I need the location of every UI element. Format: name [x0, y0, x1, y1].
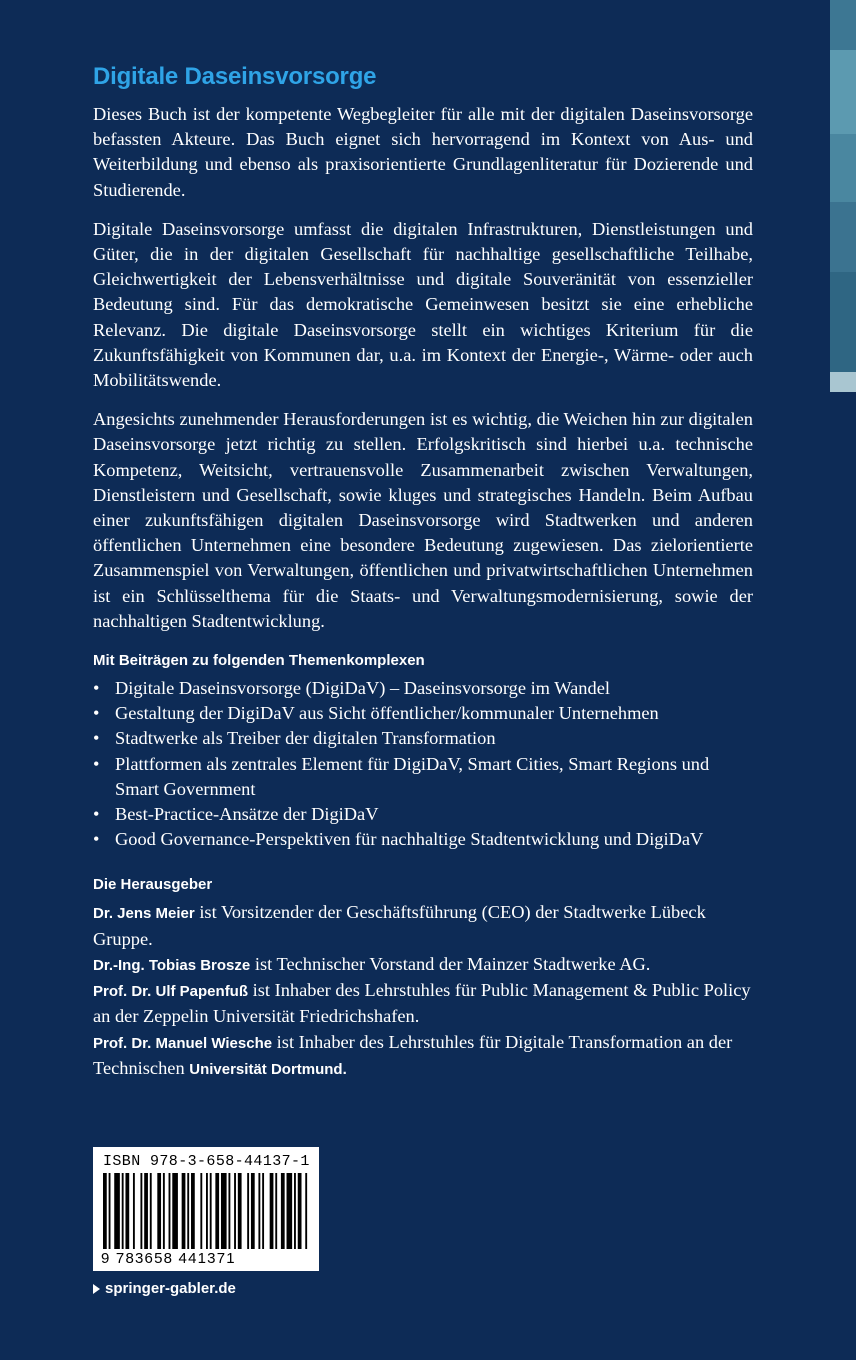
edge-color-strip: [830, 372, 856, 392]
barcode-bar: [234, 1173, 236, 1249]
edge-color-strip: [830, 50, 856, 134]
barcode-bar: [275, 1173, 277, 1249]
barcode-bar: [270, 1173, 274, 1249]
editor-bio: ist Technischer Vorstand der Mainzer Stadtwerke AG.: [250, 953, 651, 974]
barcode-bar: [262, 1173, 264, 1249]
barcode-bar: [133, 1173, 135, 1249]
barcode-bar: [294, 1173, 296, 1249]
barcode-bar: [114, 1173, 120, 1249]
barcode-bar: [305, 1173, 307, 1249]
barcode-bar: [182, 1173, 186, 1249]
barcode-bar: [238, 1173, 242, 1249]
barcode-bar: [157, 1173, 161, 1249]
edge-color-strip: [830, 134, 856, 202]
editor-entry: [93, 900, 753, 951]
description-paragraph: Angesichts zunehmender Herausforderungen ist es wichtig, die Weichen hin zur digitalen Daseinsvorsorge jetzt richtig zu stellen. Erfolgskritisch sind hierbei u.a. technische Kompetenz, Weitsicht, vertrauensvolle Zusammenarbeit zwischen Verwaltungen, Dienstleistern und Gesellschaft, sowie kluges und strategisches Handeln. Beim Aufbau einer zukunftsfähigen digitalen Daseinsvorsorge wird Stadtwerken und anderen öffentlichen Unternehmen eine besondere Bedeutung zugewiesen. Das zielorientierte Zusammenspiel von Verwaltungen, öffentlichen und privatwirtschaftlichen Unternehmen ist ein Schlüsselthema für die Staats- und Verwaltungsmodernisierung, sowie der nachhaltigen Stadtentwicklung.: [93, 409, 753, 631]
editors-heading: Die Herausgeber: [93, 876, 213, 894]
topics-heading: Mit Beiträgen zu folgenden Themenkomplexen: [93, 652, 425, 670]
edge-color-strip: [830, 202, 856, 272]
website-link[interactable]: [93, 1280, 236, 1297]
cover-text: [93, 62, 753, 1082]
book-title: Digitale Daseinsvorsorge: [93, 63, 377, 90]
barcode-bar: [109, 1173, 111, 1249]
barcode-bar: [210, 1173, 212, 1249]
barcode-bar: [206, 1173, 208, 1249]
barcode-bar: [125, 1173, 129, 1249]
list-item: • Best-Practice-Ansätze der DigiDaV: [93, 802, 753, 827]
barcode-bar: [140, 1173, 142, 1249]
barcode-bar: [191, 1173, 195, 1249]
barcode-bar: [200, 1173, 202, 1249]
barcode-bar: [247, 1173, 249, 1249]
isbn-barcode: [93, 1147, 319, 1271]
barcode-bar: [172, 1173, 178, 1249]
barcode-bar: [122, 1173, 124, 1249]
topics-list: [93, 676, 753, 852]
list-item: • Plattformen als zentrales Element für DigiDaV, Smart Cities, Smart Regions und Smart Government: [93, 752, 753, 802]
edge-color-strip: [830, 0, 856, 50]
barcode-bar: [251, 1173, 255, 1249]
editor-entry: [93, 952, 753, 978]
barcode-bars: [103, 1173, 309, 1249]
editor-entry: [93, 978, 753, 1029]
editor-name: Prof. Dr. Manuel Wiesche: [93, 1034, 273, 1052]
description-paragraph: Digitale Daseinsvorsorge umfasst die digitalen Infrastrukturen, Dienstleistungen und Güter, die in der digitalen Gesellschaft für nachhaltige gesellschaftliche Teilhabe, Gleichwertigkeit der Lebensverhältnisse und digitale Souveränität von essenzieller Bedeutung sind. Für das demokratische Gemeinwesen besitzt sie eine erhebliche Relevanz. Die digitale Daseinsvorsorge stellt ein wichtiges Kriterium für die Zukunftsfähigkeit von Kommunen dar, u.a. im Kontext der Energie-, Wärme- oder auch Mobilitätswende.: [93, 218, 753, 391]
barcode-bar: [221, 1173, 227, 1249]
barcode-bar: [298, 1173, 302, 1249]
editor-bio: ist Inhaber des Lehrstuhles für Digitale Transformation an der Technischen: [93, 1031, 733, 1078]
editor-bio: ist Vorsitzender der Geschäftsführung (CEO) der Stadtwerke Lübeck Gruppe.: [93, 902, 706, 949]
barcode-bar: [287, 1173, 293, 1249]
barcode-bar: [281, 1173, 285, 1249]
arrow-right-icon: [93, 1284, 100, 1294]
editor-name: Prof. Dr. Ulf Papenfuß: [93, 983, 249, 1001]
list-item: • Good Governance-Perspektiven für nachhaltige Stadtentwicklung und DigiDaV: [93, 827, 753, 852]
barcode-bar: [258, 1173, 260, 1249]
editor-bio: ist Inhaber des Lehrstuhles für Public Management & Public Policy an der Zeppelin Universität Friedrichshafen.: [93, 980, 751, 1027]
barcode-bar: [187, 1173, 189, 1249]
list-item: • Gestaltung der DigiDaV aus Sicht öffentlicher/kommunaler Unternehmen: [93, 701, 753, 726]
editor-name: Dr. Jens Meier: [93, 905, 195, 923]
editor-bio-university: Universität Dortmund.: [189, 1060, 347, 1078]
website-text: springer-gabler.de: [105, 1280, 236, 1297]
barcode-bar: [103, 1173, 107, 1249]
list-item: • Stadtwerke als Treiber der digitalen Transformation: [93, 726, 753, 751]
barcode-bar: [215, 1173, 219, 1249]
ean-digits: 9 783658 441371: [101, 1250, 236, 1267]
list-item: • Digitale Daseinsvorsorge (DigiDaV) – Daseinsvorsorge im Wandel: [93, 676, 753, 701]
editor-name: Dr.-Ing. Tobias Brosze: [93, 956, 251, 974]
isbn-label: ISBN 978-3-658-44137-1: [103, 1153, 310, 1170]
barcode-bar: [169, 1173, 171, 1249]
barcode-bar: [150, 1173, 152, 1249]
editor-entry: [93, 1030, 753, 1082]
barcode-bar: [228, 1173, 230, 1249]
description-paragraph: Dieses Buch ist der kompetente Wegbegleiter für alle mit der digitalen Daseinsvorsorge befassten Akteure. Das Buch eignet sich hervorragend im Kontext von Aus- und Weiterbildung und ebenso als praxisorientierte Grundlagenliteratur für Dozierende und Studierende.: [93, 104, 753, 200]
barcode-bar: [144, 1173, 148, 1249]
barcode-bar: [163, 1173, 165, 1249]
edge-color-strip: [830, 272, 856, 372]
